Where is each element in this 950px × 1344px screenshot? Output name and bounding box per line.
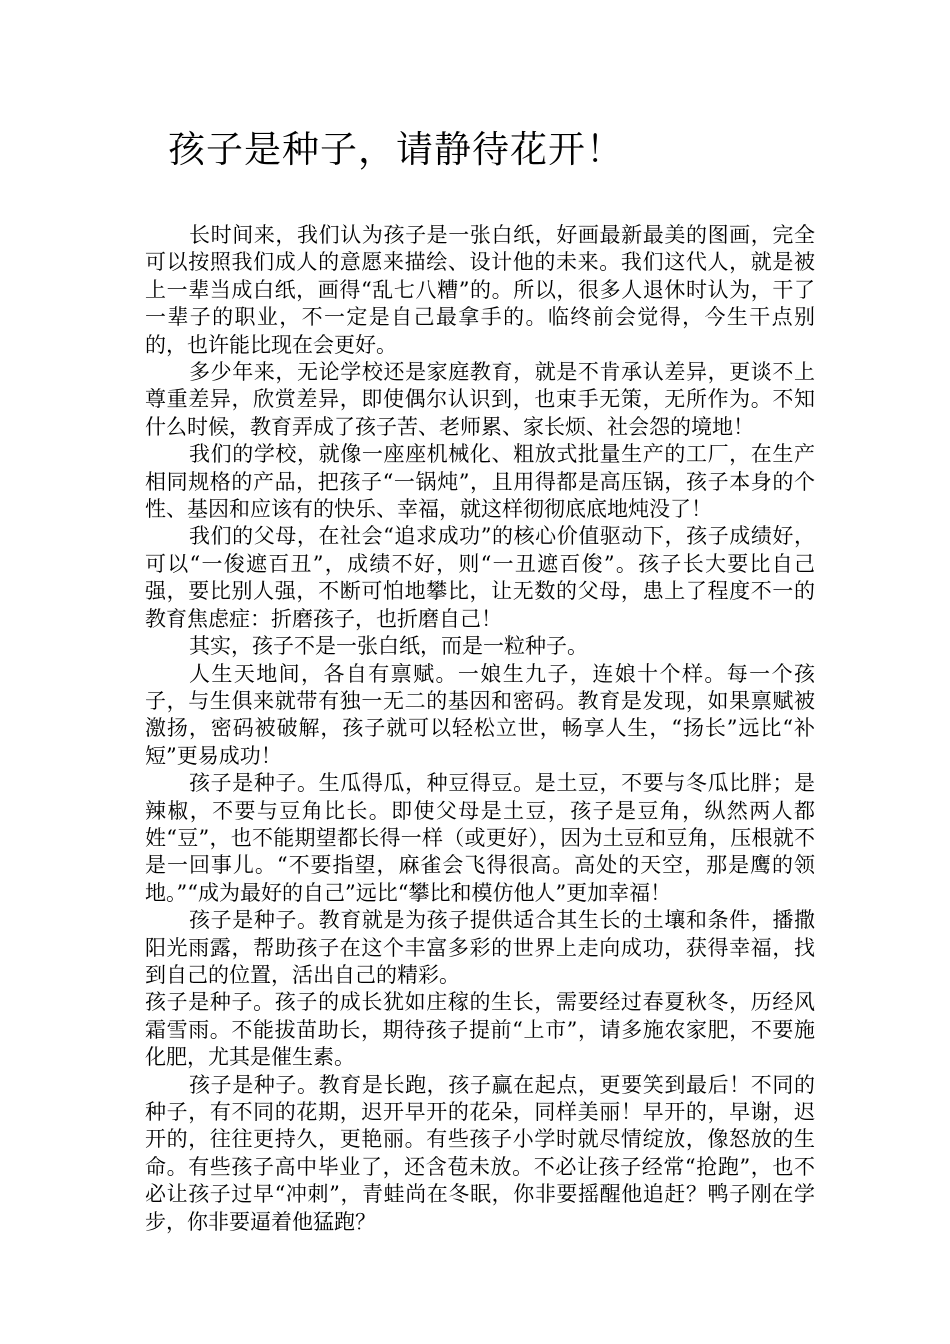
paragraph-3: 我们的学校，就像一座座机械化、粗放式批量生产的工厂，在生产相同规格的产品，把孩子“一锅炖”，且用得都是高压锅，孩子本身的个性、基因和应该有的快乐、幸福，就这样彻彻底底地炖没了！ (145, 442, 815, 522)
paragraph-5: 其实，孩子不是一张白纸，而是一粒种子。 (189, 634, 588, 659)
paragraph-9: 孩子是种子。孩子的成长犹如庄稼的生长，需要经过春夏秋冬，历经风霜雪雨。不能拔苗助长，期待孩子提前“上市”，请多施农家肥，不要施化肥，尤其是催生素。 (145, 990, 815, 1070)
paragraph-6: 人生天地间，各自有禀赋。一娘生九子，连娘十个样。每一个孩子，与生俱来就带有独一无二的基因和密码。教育是发现，如果禀赋被激扬，密码被破解，孩子就可以轻松立世，畅享人生，“扬长”远比“补短”更易成功！ (145, 661, 815, 768)
document-title: 孩子是种子，请静待花开！ (168, 128, 624, 171)
paragraph-7: 孩子是种子。生瓜得瓜，种豆得豆。是土豆，不要与冬瓜比胖；是辣椒，不要与豆角比长。即使父母是土豆，孩子是豆角，纵然两人都姓“豆”，也不能期望都长得一样（或更好），因为土豆和豆角，压根就不是一回事儿。“不要指望，麻雀会飞得很高。高处的天空，那是鹰的领地。”“成为最好的自己”远比“攀比和模仿他人”更加幸福！ (145, 771, 815, 905)
paragraph-4: 我们的父母，在社会“追求成功”的核心价值驱动下，孩子成绩好，可以“一俊遮百丑”，成绩不好，则“一丑遮百俊”。孩子长大要比自己强，要比别人强，不断可怕地攀比，让无数的父母，患上了程度不一的教育焦虑症：折磨孩子，也折磨自己！ (145, 524, 815, 631)
document-body (145, 222, 815, 1236)
paragraph-2: 多少年来，无论学校还是家庭教育，就是不肯承认差异，更谈不上尊重差异，欣赏差异，即使偶尔认识到，也束手无策，无所作为。不知什么时候，教育弄成了孩子苦、老师累、家长烦、社会怨的境地！ (145, 360, 815, 439)
paragraph-1: 长时间来，我们认为孩子是一张白纸，好画最新最美的图画，完全可以按照我们成人的意愿来描绘、设计他的未来。我们这代人，就是被上一辈当成白纸，画得“乱七八糟”的。所以，很多人退休时认为，干了一辈子的职业，不一定是自己最拿手的。临终前会觉得，今生干点别的，也许能比现在会更好。 (145, 223, 815, 357)
paragraph-10: 孩子是种子。教育是长跑，孩子赢在起点，更要笑到最后！不同的种子，有不同的花期，迟开早开的花朵，同样美丽！早开的，早谢，迟开的，往往更持久，更艳丽。有些孩子小学时就尽情绽放，像怒放的生命。有些孩子高中毕业了，还含苞未放。不必让孩子经常“抢跑”，也不必让孩子过早“冲刺”，青蛙尚在冬眠，你非要摇醒他追赶？鸭子刚在学步，你非要逼着他猛跑？ (145, 1072, 815, 1234)
paragraph-8: 孩子是种子。教育就是为孩子提供适合其生长的土壤和条件，播撒阳光雨露，帮助孩子在这个丰富多彩的世界上走向成功，获得幸福，找到自己的位置，活出自己的精彩。 (145, 908, 815, 987)
